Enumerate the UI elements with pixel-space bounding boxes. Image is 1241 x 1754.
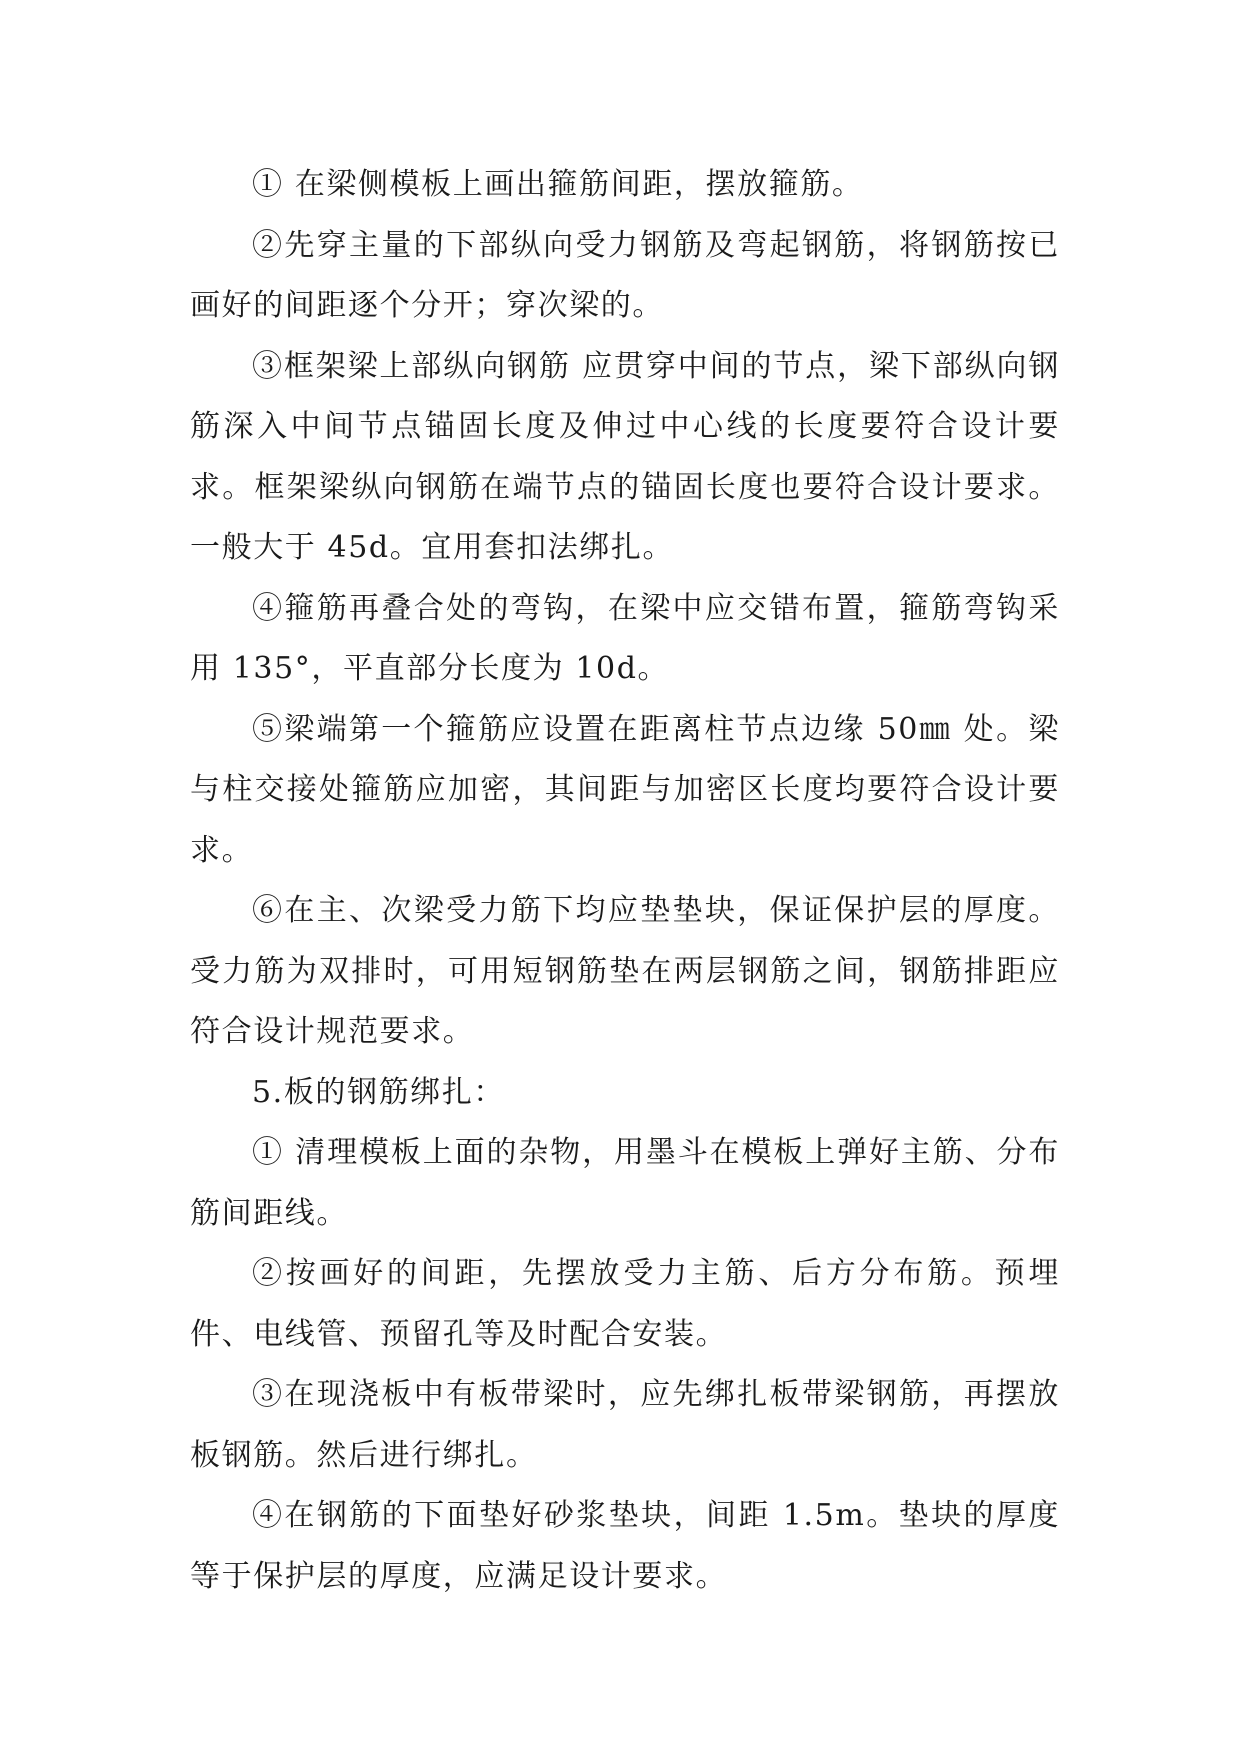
paragraph-5: ⑤梁端第一个箍筋应设置在距离柱节点边缘 50㎜ 处。梁与柱交接处箍筋应加密，其间距与加密区长度均要符合设计要求。 — [190, 711, 1060, 868]
paragraph-1: ① 在梁侧模板上画出箍筋间距，摆放箍筋。 — [252, 167, 864, 202]
paragraph-3: ③框架梁上部纵向钢筋 应贯穿中间的节点，梁下部纵向钢筋深入中间节点锚固长度及伸过中心线的长度要符合设计要求。框架梁纵向钢筋在端节点的锚固长度也要符合设计要求。一般大于 45d。宜用套扣法绑扎。 — [190, 348, 1060, 565]
paragraph-6: ⑥在主、次梁受力筋下均应垫垫块，保证保护层的厚度。受力筋为双排时，可用短钢筋垫在两层钢筋之间，钢筋排距应符合设计规范要求。 — [190, 893, 1060, 1049]
paragraph-9: ②按画好的间距，先摆放受力主筋、后方分布筋。预埋件、电线管、预留孔等及时配合安装。 — [190, 1256, 1060, 1352]
paragraph-11: ④在钢筋的下面垫好砂浆垫块，间距 1.5m。垫块的厚度等于保护层的厚度，应满足设计要求。 — [190, 1498, 1060, 1594]
paragraph-4: ④箍筋再叠合处的弯钩，在梁中应交错布置，箍筋弯钩采用 135°，平直部分长度为 10d。 — [190, 590, 1060, 686]
paragraph-10: ③在现浇板中有板带梁时，应先绑扎板带梁钢筋，再摆放板钢筋。然后进行绑扎。 — [190, 1377, 1060, 1473]
paragraph-8: ① 清理模板上面的杂物，用墨斗在模板上弹好主筋、分布筋间距线。 — [190, 1135, 1060, 1231]
section-heading-slab-rebar: 5.板的钢筋绑扎： — [252, 1074, 506, 1110]
paragraph-2: ②先穿主量的下部纵向受力钢筋及弯起钢筋，将钢筋按已画好的间距逐个分开；穿次梁的。 — [190, 227, 1060, 323]
document-body — [190, 155, 1060, 1607]
